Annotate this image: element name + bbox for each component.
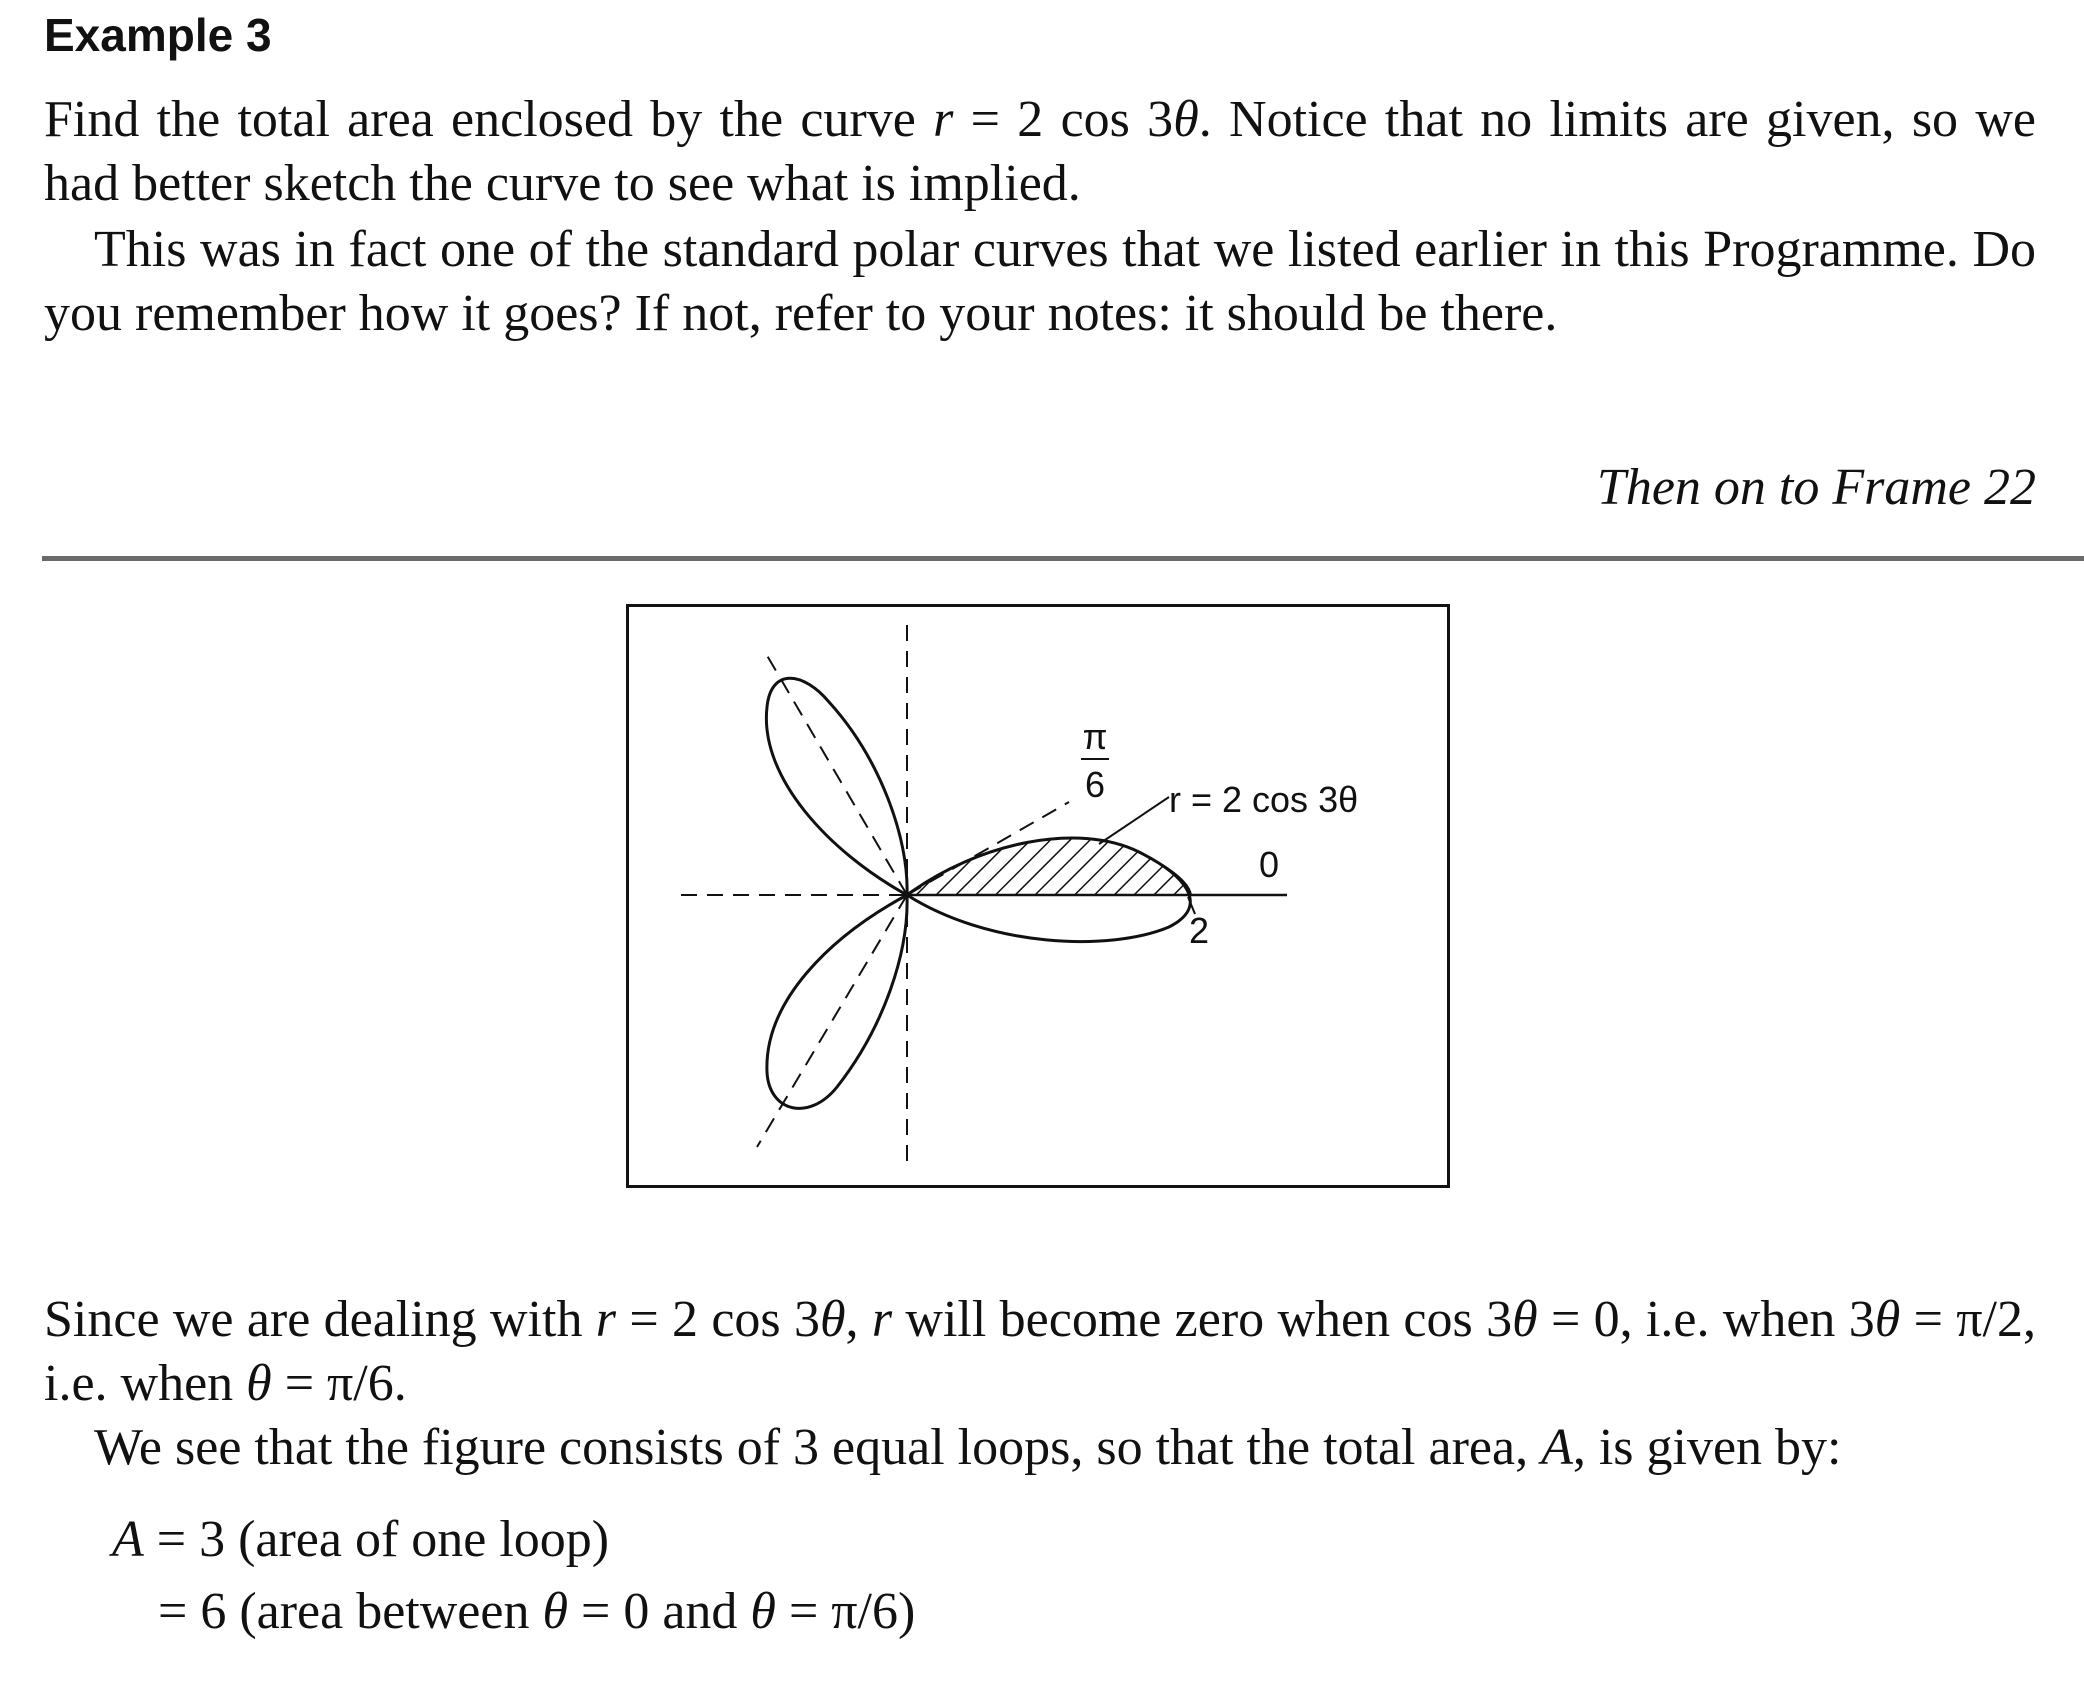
equation-line-1: [112, 1508, 609, 1572]
var-theta: θ: [819, 1291, 846, 1348]
text: = π/6): [775, 1583, 916, 1640]
radius-two-label: 2: [1189, 910, 1210, 951]
text: = 3 (area of one loop): [143, 1511, 610, 1568]
var-theta: θ: [246, 1355, 272, 1412]
text: We see that the figure consists of 3 equal loops, so that the total area,: [94, 1419, 1542, 1476]
problem-paragraph: [44, 88, 2036, 216]
next-frame-link[interactable]: Then on to Frame 22: [1596, 459, 2036, 516]
curve-label-leader: [1099, 797, 1169, 844]
text: = π/2, i.e. when: [44, 1291, 2036, 1412]
polar-plot: [629, 607, 1447, 1185]
var-r: r: [595, 1291, 617, 1348]
curve-loop-upper-left: [766, 678, 907, 895]
text: = 2 cos 3: [953, 91, 1174, 148]
text: will become zero when cos 3: [892, 1291, 1513, 1348]
text: ,: [845, 1291, 872, 1348]
explanation-paragraph: [44, 1288, 2036, 1416]
section-divider: [42, 556, 2084, 561]
var-theta: θ: [1173, 91, 1199, 148]
text: = 0, i.e. when 3: [1537, 1291, 1875, 1348]
example-heading: Example 3: [44, 9, 272, 61]
angle-label-numerator: π: [1082, 716, 1108, 757]
polar-curve-figure: [626, 604, 1450, 1188]
hint-paragraph: This was in fact one of the standard polar curves that we listed earlier in this Programme. Do you remember how it goes? If not, refer to your notes: it should be there.: [44, 221, 2036, 342]
var-r: r: [871, 1291, 893, 1348]
loop-axis-upper: [765, 652, 907, 895]
text: = π/6.: [271, 1355, 407, 1412]
var-theta: θ: [1512, 1291, 1538, 1348]
var-theta: θ: [1874, 1291, 1901, 1348]
loop-axis-lower: [757, 895, 907, 1147]
text: , is given by:: [1572, 1419, 1842, 1476]
text: Find the total area enclosed by the curve: [44, 91, 934, 148]
var-r: r: [933, 91, 954, 148]
loops-paragraph: [44, 1416, 2036, 1480]
equation-line-2: [158, 1580, 915, 1644]
var-a: A: [112, 1511, 144, 1568]
curve-equation-label: r = 2 cos 3θ: [1169, 779, 1359, 820]
text: = 0 and: [568, 1583, 751, 1640]
var-theta: θ: [750, 1583, 776, 1640]
curve-loop-lower-left: [767, 895, 907, 1108]
text: = 2 cos 3: [616, 1291, 820, 1348]
text: Since we are dealing with: [44, 1291, 596, 1348]
shaded-area: [907, 838, 1191, 895]
text: = 6 (area between: [158, 1583, 543, 1640]
var-theta: θ: [542, 1583, 568, 1640]
text: . Notice that no limits are given, so we had better sketch the curve to see what is implied.: [44, 91, 2036, 212]
zero-angle-label: 0: [1258, 844, 1280, 885]
angle-label-denominator: 6: [1084, 764, 1106, 805]
var-a: A: [1541, 1419, 1573, 1476]
